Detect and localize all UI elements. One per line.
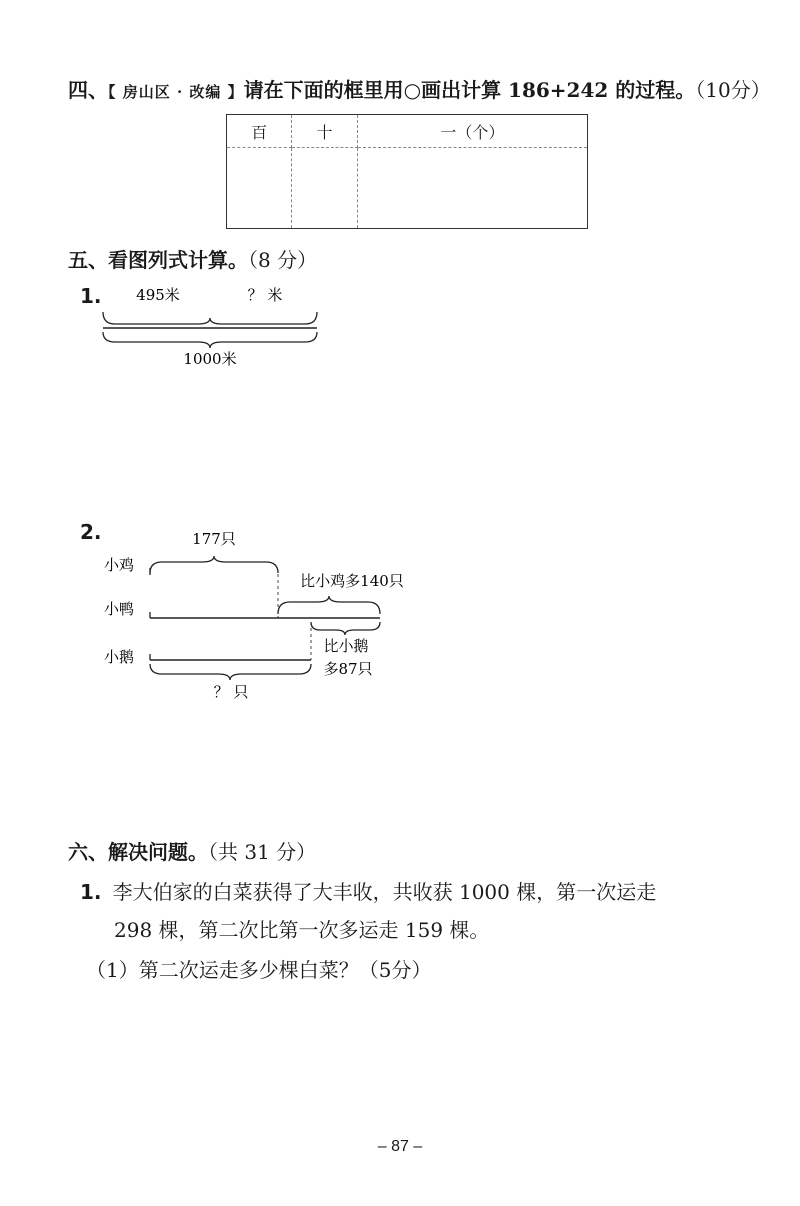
segment-diagram-1 <box>103 286 317 368</box>
section-4-number: 四、 <box>68 78 108 102</box>
problem-6-1-line2: 298 棵，第二次比第一次多运走 159 棵。 <box>114 918 490 942</box>
label-goose-more-2: 多87只 <box>323 660 373 678</box>
label-1000: 1000米 <box>183 350 237 368</box>
row-goose-label: 小鹅 <box>104 648 135 666</box>
row-duck-label: 小鸭 <box>104 600 135 618</box>
problem-1-number: 1. <box>80 284 102 308</box>
problem-6-1-sub1: （1）第二次运走多少棵白菜？（5分） <box>86 958 432 982</box>
problem-6-1-line1: 李大伯家的白菜获得了大丰收，共收获 1000 棵，第一次运走 <box>112 880 657 904</box>
section-4-instruction: 请在下面的框里用○画出计算 186+242 的过程。 <box>243 78 696 102</box>
chicken-brace <box>150 556 278 573</box>
source-tag: 【 房山区 · 改编 】 <box>108 83 244 101</box>
section-6-heading <box>68 836 316 865</box>
section-6-points: （共 31 分） <box>208 840 317 864</box>
goose-diff-brace <box>311 622 380 635</box>
label-duck-more: 比小鸡多140只 <box>300 572 404 590</box>
bottom-brace <box>103 332 317 348</box>
header-ones: 一（个） <box>357 115 587 148</box>
row-chicken-label: 小鸡 <box>104 556 135 574</box>
problem-6-1-number: 1. <box>80 880 102 904</box>
label-177: 177只 <box>192 530 236 548</box>
segment-diagram-2 <box>104 530 404 701</box>
section-5-title: 五、看图列式计算。 <box>68 248 248 272</box>
label-goose-more-1: 比小鹅 <box>323 637 369 655</box>
section-6-title: 六、解决问题。 <box>68 840 208 864</box>
section-4-points: （10分） <box>695 78 771 102</box>
page-number: – 87 – <box>377 1138 423 1155</box>
header-tens: 十 <box>292 115 357 148</box>
goose-brace <box>150 664 311 680</box>
label-unknown-meters: ？ 米 <box>247 286 283 304</box>
header-hundreds: 百 <box>227 115 292 148</box>
section-5-points: （8 分） <box>248 248 318 272</box>
problem-2-number: 2. <box>80 520 102 544</box>
label-495: 495米 <box>136 286 180 304</box>
label-unknown-geese: ？ 只 <box>213 683 249 701</box>
problem-6-1 <box>80 876 656 905</box>
top-braces <box>103 312 317 324</box>
duck-extra-brace <box>278 596 380 614</box>
